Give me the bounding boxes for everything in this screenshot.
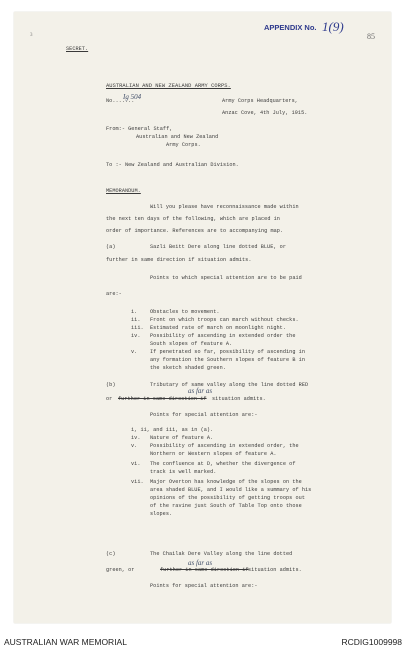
item-a-label: (a)	[106, 244, 116, 250]
a-v-line-3: the sketch shaded green.	[150, 365, 226, 371]
b-i-ii-iii: i, ii, and iii, as in (a).	[131, 427, 214, 433]
a-v-line-1: If penetrated so far, possibility of ascending in	[150, 349, 305, 355]
b-vii-line-2: area shaded BLUE, and I would like a summary of his	[150, 487, 312, 493]
b-vi-number: vi.	[131, 461, 141, 467]
to-line: To :- New Zealand and Australian Division.	[106, 162, 239, 168]
para-1-line-1: Will you please have reconnaissance made within	[150, 204, 299, 210]
handwritten-insert-c: as far as	[188, 559, 213, 567]
handwritten-reference: Ig 504	[123, 93, 142, 101]
appendix-stamp: APPENDIX No.	[264, 23, 317, 32]
b-v-line-1: Possibility of ascending in extended order, the	[150, 443, 299, 449]
a-i-number: i.	[131, 309, 138, 315]
item-b-line-3: Points for special attention are:-	[150, 412, 258, 418]
a-v-line-2: any formation the Southern slopes of feature B in	[150, 357, 305, 363]
item-a-line-2: further in same direction if situation admits.	[106, 257, 252, 263]
item-b-line-2-struck: further in same direction if	[118, 396, 207, 402]
b-vii-line-1: Major Overton has knowledge of the slopes on the	[150, 479, 302, 485]
place-date-line: Anzac Cove, 4th July, 1915.	[222, 110, 308, 116]
item-b-line-2-start: or	[106, 396, 113, 402]
b-vii-line-3: opinions of the possibility of getting troops out	[150, 495, 305, 501]
a-ii-number: ii.	[131, 317, 141, 323]
para-1-line-2: the next ten days of the following, which are placed in	[106, 216, 280, 222]
item-c-line-2-end: situation admits.	[248, 567, 302, 573]
page-number: 85	[367, 32, 375, 41]
no-label: No.......	[106, 98, 135, 104]
b-iv-number: iv.	[131, 435, 141, 441]
a-iv-number: iv.	[131, 333, 141, 339]
item-a-line-1: Sazli Beitt Dere along line dotted BLUE, or	[150, 244, 287, 250]
footer-archive-name: AUSTRALIAN WAR MEMORIAL	[4, 637, 127, 647]
from-line-3: Army Corps.	[166, 142, 201, 148]
handwritten-insert-b: as far as	[188, 387, 213, 395]
a-iv-line-1: Possibility of ascending in extended order the	[150, 333, 296, 339]
b-vi-line-1: The confluence at D, whether the divergence of	[150, 461, 296, 467]
para-1-line-3: order of importance. References are to accompanying map.	[106, 228, 284, 234]
item-a-line-4: are:-	[106, 291, 122, 297]
a-v-number: v.	[131, 349, 138, 355]
item-b-line-1: Tributary of same valley along the line dotted RED	[150, 382, 309, 388]
b-vii-line-5: slopes.	[150, 511, 173, 517]
footer-record-id: RCDIG1009998	[341, 637, 402, 647]
document-title: AUSTRALIAN AND NEW ZEALAND ARMY CORPS.	[106, 83, 231, 89]
a-i-text: Obstacles to movement.	[150, 309, 220, 315]
b-v-line-2: Northern or Western slopes of feature A.	[150, 451, 277, 457]
b-vi-line-2: track is well marked.	[150, 469, 217, 475]
appendix-number: 1(9)	[322, 19, 344, 34]
margin-mark: 3	[30, 33, 33, 38]
b-vii-number: vii.	[131, 479, 144, 485]
b-iv-text: Nature of feature A.	[150, 435, 214, 441]
a-iii-text: Estimated rate of march on moonlight night.	[150, 325, 287, 331]
from-line-2: Australian and New Zealand	[136, 134, 219, 140]
a-ii-text: Front on which troops can march without checks.	[150, 317, 299, 323]
headquarters-line: Army Corps Headquarters,	[222, 98, 298, 104]
item-c-line-2-start: green, or	[106, 567, 135, 573]
item-c-label: (c)	[106, 551, 116, 557]
item-a-line-3: Points to which special attention are to be paid	[150, 275, 302, 281]
a-iv-line-2: South slopes of feature A.	[150, 341, 233, 347]
b-v-number: v.	[131, 443, 138, 449]
memorandum-heading: MEMORANDUM.	[106, 188, 141, 194]
secret-heading: SECRET.	[66, 46, 89, 52]
item-b-line-2-end: situation admits.	[212, 396, 266, 402]
item-c-line-2-struck: further in same direction if	[160, 567, 249, 573]
item-c-line-1: The Chailak Dere Valley along the line dotted	[150, 551, 293, 557]
b-vii-line-4: of the ravine just South of Table Top onto those	[150, 503, 302, 509]
item-b-label: (b)	[106, 382, 116, 388]
from-line-1: From:- General Staff,	[106, 126, 173, 132]
a-iii-number: iii.	[131, 325, 144, 331]
item-c-line-3: Points for special attention are:-	[150, 583, 258, 589]
